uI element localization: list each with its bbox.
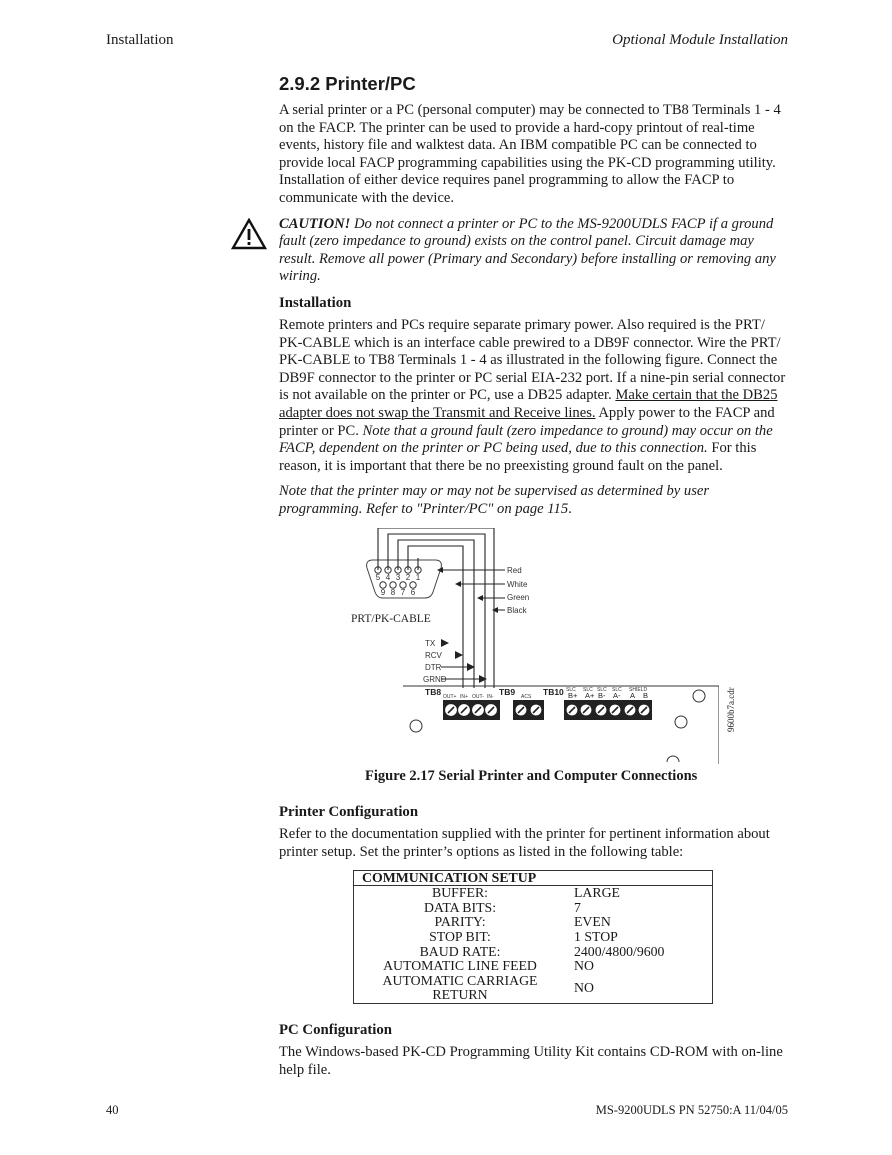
document-id: MS-9200UDLS PN 52750:A 11/04/05 [595, 1103, 788, 1117]
table-row: STOP BIT: 1 STOP [354, 930, 713, 945]
svg-text:ACS: ACS [521, 694, 532, 701]
pc-config-heading: PC Configuration [279, 1022, 393, 1038]
tb8-label: TB8 [425, 687, 442, 698]
drawing-code: 9600b7a.cdr [726, 687, 736, 733]
svg-text:OUT-: OUT- [472, 694, 484, 701]
installation-text-1: Remote printers and PCs require separate primary power. Also required is the PRT/ PK-CABLE which is an interface cable prewired to a DB9F connector. Wire the PRT/ PK-CABLE to TB8 Terminals 1 - 4 as illustrated in the following figure. Connect the DB9F connector to the printer or PC serial EIA-232 port. If a nine-pin serial connector is not available on the printer or PC, use a DB25 adapter. [279, 316, 786, 404]
pin-label: 2 [405, 573, 411, 583]
running-header-left: Installation [106, 32, 174, 48]
tb9-terminal-block [513, 700, 544, 720]
pin-label: 5 [375, 573, 381, 583]
table-row: PARITY: EVEN [354, 915, 713, 930]
tb9-label: TB9 [499, 687, 516, 698]
communication-setup-table [353, 870, 713, 1004]
printer-config-text: Refer to the documentation supplied with the printer for pertinent information about printer setup. Set the printer’s options as listed in the following table: [279, 826, 770, 861]
signal-labels [423, 639, 487, 684]
supervision-note: Note that the printer may or may not be supervised as determined by user programming. Refer to "Printer/PC" on page 115. [279, 483, 710, 517]
wire-color-label: Red [507, 566, 522, 576]
wire-color-label: Green [507, 593, 530, 603]
svg-text:A-: A- [613, 691, 621, 701]
wire-color-labels [437, 566, 529, 615]
pin-label: 1 [415, 573, 421, 583]
pin-label: 9 [380, 588, 386, 598]
supervision-note-text: Note that the printer may or may not be supervised as determined by user programming. Refer to "Printer/PC" on page 115 [279, 483, 710, 517]
pin-label: 3 [395, 573, 401, 583]
svg-text:IN+: IN+ [460, 694, 468, 701]
installation-heading: Installation [279, 294, 352, 311]
warning-triangle-icon [231, 218, 267, 250]
table-row: AUTOMATIC CARRIAGE RETURN NO [354, 974, 713, 1004]
pin-label: 8 [390, 588, 396, 598]
running-header-right: Optional Module Installation [612, 32, 788, 48]
installation-paragraph [279, 317, 791, 475]
pin-label: 6 [410, 588, 416, 598]
db25-warning: Make certain that the DB25 adapter does not swap the Transmit and Receive lines. [279, 387, 778, 421]
ground-fault-note: Note that a ground fault (zero impedance to ground) may occur on the FACP, dependent on the printer or PC being used, due to this connection. [279, 422, 773, 457]
installation-text-2: Apply power to the FACP and printer or PC. [279, 404, 775, 439]
table-row: BUFFER: LARGE [354, 886, 713, 901]
page-content [279, 73, 791, 1087]
svg-text:GRND: GRND [423, 675, 447, 685]
tb10-terminal-block [564, 700, 652, 720]
caution-label: CAUTION! [279, 215, 351, 232]
svg-text:SLC: SLC [612, 687, 622, 694]
table-row: BAUD RATE: 2400/4800/9600 [354, 945, 713, 960]
caution-text: Do not connect a printer or PC to the MS-9200UDLS FACP if a ground fault (zero impedance to ground) exists on the control panel. Circuit damage may result. Remove all power (Primary and Secondary) before installing or removing any wiring. [279, 215, 776, 285]
tb8-terminal-block [443, 700, 500, 720]
svg-text:SLC: SLC [597, 687, 607, 694]
svg-text:B+: B+ [568, 691, 578, 701]
tb10-label: TB10 [543, 687, 564, 698]
pin-label: 4 [385, 573, 391, 583]
svg-text:A: A [630, 691, 636, 701]
pc-config-text: The Windows-based PK-CD Programming Utility Kit contains CD-ROM with on-line help file. [279, 1044, 783, 1078]
printer-config-heading: Printer Configuration [279, 804, 419, 821]
wire-color-label: White [507, 580, 528, 590]
section-title: 2.9.2 Printer/PC [279, 73, 416, 94]
wiring-figure [279, 528, 791, 796]
installation-text-3: For this reason, it is important that there be no preexisting ground fault on the panel. [279, 440, 757, 474]
page-number: 40 [106, 1103, 119, 1117]
table-row: AUTOMATIC LINE FEED NO [354, 959, 713, 974]
cable-label: PRT/PK-CABLE [351, 613, 431, 626]
intro-paragraph: A serial printer or a PC (personal computer) may be connected to TB8 Terminals 1 - 4 on the FACP. The printer can be used to provide a hard-copy printout of real-time events, history file and walktest data. An IBM compatible PC can be connected to provide local FACP programming capabilities using the PK-CD programming utility. Installation of either device requires panel programming to allow the FACP to communicate with the device. [279, 102, 781, 206]
svg-text:OUT+: OUT+ [443, 694, 457, 701]
figure-caption: Figure 2.17 Serial Printer and Computer Connections [365, 768, 698, 785]
table-row: DATA BITS: 7 [354, 901, 713, 916]
svg-text:B-: B- [598, 691, 606, 701]
svg-text:A+: A+ [585, 691, 595, 701]
caution-note [279, 216, 791, 286]
svg-text:SLC: SLC [583, 687, 593, 694]
svg-text:TX: TX [425, 639, 436, 649]
svg-text:RCV: RCV [425, 651, 442, 661]
pin-label: 7 [400, 588, 406, 598]
svg-text:DTR: DTR [425, 663, 442, 673]
table-title: COMMUNICATION SETUP [354, 870, 713, 886]
svg-text:SHIELD: SHIELD [629, 687, 648, 694]
svg-text:IN-: IN- [487, 694, 494, 701]
svg-text:SLC: SLC [566, 687, 576, 694]
svg-text:B: B [643, 691, 649, 701]
wiring-diagram [339, 528, 719, 764]
wire-color-label: Black [507, 606, 527, 616]
